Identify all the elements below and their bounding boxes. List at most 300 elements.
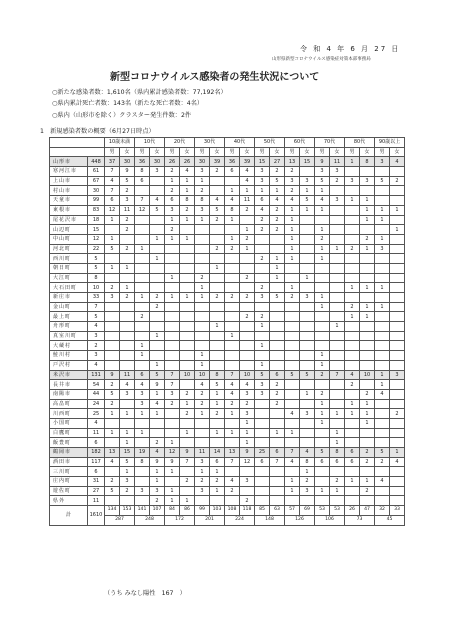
summary-new-cases: ○新たな感染者数：1,610名（県内累計感染者数：77,192名） [52, 89, 227, 96]
case-count-cell [135, 360, 150, 370]
age-total-cell: 248 [135, 515, 165, 525]
case-count-cell [255, 263, 270, 273]
grand-total: 1610 [88, 506, 105, 525]
case-count-cell [270, 302, 285, 312]
age-group-header: 60代 [285, 138, 315, 148]
case-count-cell: 36 [135, 157, 150, 167]
case-count-cell: 14 [210, 448, 225, 458]
case-count-cell: 4 [375, 477, 390, 487]
case-count-cell [180, 331, 195, 341]
municipality-total: 2 [88, 341, 105, 351]
case-count-cell [300, 351, 315, 361]
case-count-cell: 3 [300, 409, 315, 419]
case-count-cell [180, 360, 195, 370]
case-count-cell: 1 [225, 331, 240, 341]
case-count-cell [360, 351, 375, 361]
case-count-cell: 1 [315, 186, 330, 196]
municipality-total: 117 [88, 457, 105, 467]
case-count-cell [270, 341, 285, 351]
case-count-cell: 1 [180, 293, 195, 303]
case-count-cell: 1 [195, 176, 210, 186]
case-count-cell [300, 283, 315, 293]
case-count-cell: 6 [105, 196, 120, 206]
case-count-cell [105, 322, 120, 332]
case-count-cell [105, 418, 120, 428]
corner-cell [50, 138, 105, 148]
case-count-cell: 2 [270, 167, 285, 177]
case-count-cell: 3 [105, 293, 120, 303]
case-count-cell [150, 225, 165, 235]
case-count-cell: 9 [165, 457, 180, 467]
case-count-cell [225, 467, 240, 477]
case-count-cell: 1 [135, 428, 150, 438]
case-count-cell [150, 351, 165, 361]
case-count-cell: 1 [195, 409, 210, 419]
municipality-name: 朝日町 [50, 263, 88, 273]
case-count-cell: 2 [210, 293, 225, 303]
table-row [50, 360, 405, 370]
case-count-cell: 3 [135, 389, 150, 399]
case-count-cell [285, 496, 300, 506]
case-count-cell [225, 322, 240, 332]
case-count-cell [375, 360, 390, 370]
sex-total-cell: 118 [240, 506, 255, 516]
case-count-cell: 1 [105, 263, 120, 273]
municipality-name: 村山市 [50, 186, 88, 196]
case-count-cell: 2 [120, 215, 135, 225]
case-count-cell [345, 263, 360, 273]
case-count-cell: 4 [225, 196, 240, 206]
case-count-cell: 1 [165, 293, 180, 303]
case-count-cell [225, 312, 240, 322]
municipality-total: 5 [88, 254, 105, 264]
case-count-cell: 3 [120, 477, 135, 487]
case-count-cell: 1 [240, 225, 255, 235]
age-group-header: 80代 [345, 138, 375, 148]
case-count-cell: 2 [150, 302, 165, 312]
case-count-cell [225, 176, 240, 186]
table-row [50, 273, 405, 283]
case-count-cell [360, 273, 375, 283]
case-count-cell [225, 360, 240, 370]
case-count-cell: 1 [360, 399, 375, 409]
case-count-cell: 2 [270, 225, 285, 235]
case-count-cell [360, 254, 375, 264]
case-count-cell [165, 409, 180, 419]
case-count-cell [135, 273, 150, 283]
case-count-cell: 6 [255, 196, 270, 206]
case-count-cell: 1 [180, 176, 195, 186]
case-count-cell: 3 [165, 205, 180, 215]
case-count-cell: 4 [285, 196, 300, 206]
case-count-cell: 2 [165, 167, 180, 177]
case-count-cell: 1 [120, 428, 135, 438]
case-count-cell: 10 [195, 370, 210, 380]
case-count-cell [135, 186, 150, 196]
case-count-cell [375, 196, 390, 206]
municipality-name: 尾花沢市 [50, 215, 88, 225]
case-count-cell [330, 283, 345, 293]
case-count-cell [105, 302, 120, 312]
case-count-cell [285, 302, 300, 312]
case-count-cell [255, 467, 270, 477]
municipality-name: 三川町 [50, 467, 88, 477]
table-row [50, 322, 405, 332]
case-count-cell: 15 [120, 448, 135, 458]
case-count-cell: 39 [210, 157, 225, 167]
case-count-cell: 1 [315, 244, 330, 254]
case-count-cell: 2 [330, 477, 345, 487]
case-count-cell [345, 331, 360, 341]
case-count-cell [225, 418, 240, 428]
case-count-cell [300, 331, 315, 341]
case-count-cell: 4 [300, 448, 315, 458]
case-count-cell [330, 186, 345, 196]
case-count-cell: 1 [165, 467, 180, 477]
age-group-header: 10歳未満 [105, 138, 135, 148]
case-count-cell [390, 331, 405, 341]
case-count-cell [375, 186, 390, 196]
case-count-cell: 1 [120, 283, 135, 293]
case-count-cell: 2 [360, 389, 375, 399]
municipality-name: 河北町 [50, 244, 88, 254]
case-count-cell [285, 351, 300, 361]
case-count-cell [360, 331, 375, 341]
municipality-name: 山辺町 [50, 225, 88, 235]
case-count-cell: 7 [165, 370, 180, 380]
case-count-cell: 2 [150, 438, 165, 448]
case-count-cell [240, 486, 255, 496]
case-count-cell [390, 167, 405, 177]
case-count-cell: 8 [300, 457, 315, 467]
sex-total-cell: 63 [270, 506, 285, 516]
case-count-cell: 1 [375, 205, 390, 215]
municipality-name: 長井市 [50, 380, 88, 390]
case-count-cell: 1 [180, 186, 195, 196]
case-count-cell [210, 438, 225, 448]
case-count-cell [150, 215, 165, 225]
case-count-cell: 1 [285, 486, 300, 496]
age-group-header: 70代 [315, 138, 345, 148]
case-count-cell: 6 [225, 167, 240, 177]
case-count-cell [285, 418, 300, 428]
municipality-name: 小国町 [50, 418, 88, 428]
case-count-cell: 3 [150, 167, 165, 177]
sex-header-female: 女 [270, 147, 285, 157]
case-count-cell: 1 [225, 234, 240, 244]
case-count-cell: 1 [345, 399, 360, 409]
case-count-cell: 5 [105, 486, 120, 496]
case-count-cell: 1 [150, 360, 165, 370]
case-count-cell: 1 [375, 380, 390, 390]
case-count-cell [210, 496, 225, 506]
case-count-cell [225, 496, 240, 506]
case-count-cell [285, 331, 300, 341]
case-count-cell [285, 467, 300, 477]
case-count-cell [330, 273, 345, 283]
municipality-total: 3 [88, 351, 105, 361]
case-count-cell: 1 [180, 234, 195, 244]
case-count-cell [210, 312, 225, 322]
sex-header-female: 女 [180, 147, 195, 157]
case-count-cell: 2 [285, 167, 300, 177]
case-count-cell [330, 205, 345, 215]
case-count-cell [255, 331, 270, 341]
case-count-cell [315, 283, 330, 293]
case-count-cell: 1 [165, 496, 180, 506]
case-count-cell [240, 467, 255, 477]
sex-header-female: 女 [240, 147, 255, 157]
case-count-cell [150, 186, 165, 196]
municipality-name: 天童市 [50, 196, 88, 206]
age-total-cell: 126 [285, 515, 315, 525]
case-count-cell: 1 [285, 283, 300, 293]
case-count-cell: 2 [225, 244, 240, 254]
case-count-cell: 2 [240, 399, 255, 409]
case-count-cell: 5 [150, 205, 165, 215]
case-count-cell [285, 322, 300, 332]
case-count-cell: 2 [285, 186, 300, 196]
case-count-cell [330, 341, 345, 351]
case-count-cell [135, 331, 150, 341]
case-count-cell [255, 428, 270, 438]
case-count-cell: 8 [330, 448, 345, 458]
case-count-cell [210, 302, 225, 312]
case-count-cell [330, 293, 345, 303]
case-count-cell: 3 [195, 205, 210, 215]
case-count-cell [225, 283, 240, 293]
case-count-cell: 1 [165, 215, 180, 225]
case-count-cell [270, 486, 285, 496]
case-count-cell [135, 263, 150, 273]
case-count-cell [390, 312, 405, 322]
case-count-cell [135, 467, 150, 477]
case-count-cell [135, 302, 150, 312]
sex-header-male: 男 [345, 147, 360, 157]
case-count-cell: 11 [120, 205, 135, 215]
sex-total-cell: 86 [180, 506, 195, 516]
case-count-cell [270, 331, 285, 341]
case-count-cell: 1 [375, 234, 390, 244]
sex-header-female: 女 [120, 147, 135, 157]
case-count-cell [165, 351, 180, 361]
municipality-total: 99 [88, 196, 105, 206]
case-count-cell: 1 [330, 322, 345, 332]
table-row [50, 234, 405, 244]
case-count-cell: 2 [270, 205, 285, 215]
case-count-cell: 6 [315, 457, 330, 467]
case-count-cell [375, 331, 390, 341]
case-count-cell [195, 341, 210, 351]
municipality-name: 中山町 [50, 234, 88, 244]
case-count-cell: 3 [390, 370, 405, 380]
case-count-cell: 10 [180, 370, 195, 380]
case-count-cell [375, 467, 390, 477]
case-count-cell: 4 [240, 176, 255, 186]
case-count-cell [255, 438, 270, 448]
case-count-cell [330, 225, 345, 235]
case-count-cell: 3 [315, 167, 330, 177]
case-count-cell: 36 [225, 157, 240, 167]
municipality-name: 鮭川村 [50, 351, 88, 361]
table-row [50, 254, 405, 264]
municipality-name: 白鷹町 [50, 428, 88, 438]
case-count-cell [330, 360, 345, 370]
case-count-cell [390, 244, 405, 254]
case-count-cell: 1 [225, 409, 240, 419]
case-count-cell [345, 467, 360, 477]
case-count-cell: 8 [225, 205, 240, 215]
case-count-cell: 3 [375, 157, 390, 167]
case-count-cell: 1 [345, 157, 360, 167]
case-count-cell: 30 [195, 157, 210, 167]
case-count-cell [330, 263, 345, 273]
case-count-cell: 2 [165, 225, 180, 235]
header-row-sex [50, 147, 405, 157]
case-count-cell: 1 [135, 293, 150, 303]
case-count-cell: 1 [210, 467, 225, 477]
sex-total-cell: 85 [255, 506, 270, 516]
municipality-total: 83 [88, 205, 105, 215]
case-count-cell: 4 [240, 167, 255, 177]
case-count-cell [210, 351, 225, 361]
case-count-cell [240, 360, 255, 370]
case-count-cell: 3 [300, 486, 315, 496]
corner-cell [50, 147, 105, 157]
case-count-cell: 6 [330, 457, 345, 467]
sex-total-cell: 107 [150, 506, 165, 516]
sex-total-cell: 69 [300, 506, 315, 516]
case-count-cell: 7 [105, 186, 120, 196]
case-count-cell [345, 418, 360, 428]
case-count-cell: 1 [300, 467, 315, 477]
case-count-cell: 1 [270, 273, 285, 283]
case-count-cell: 13 [105, 448, 120, 458]
case-count-cell [345, 234, 360, 244]
case-count-cell: 2 [165, 186, 180, 196]
municipality-total: 22 [88, 244, 105, 254]
case-count-cell: 1 [315, 302, 330, 312]
case-count-cell: 1 [360, 283, 375, 293]
sex-total-cell: 134 [105, 506, 120, 516]
case-count-cell [195, 496, 210, 506]
municipality-total: 54 [88, 380, 105, 390]
case-count-cell [330, 215, 345, 225]
case-count-cell [360, 360, 375, 370]
case-count-cell [375, 496, 390, 506]
case-count-cell: 3 [345, 176, 360, 186]
case-count-cell [255, 244, 270, 254]
case-count-cell: 1 [390, 448, 405, 458]
municipality-name: 庄内町 [50, 477, 88, 487]
case-count-cell: 12 [105, 205, 120, 215]
case-count-cell [330, 254, 345, 264]
case-count-cell: 2 [120, 293, 135, 303]
age-total-cell: 172 [165, 515, 195, 525]
case-count-cell [360, 380, 375, 390]
case-count-cell [225, 302, 240, 312]
case-count-cell: 25 [255, 448, 270, 458]
sex-total-cell: 53 [330, 506, 345, 516]
case-count-cell: 2 [360, 234, 375, 244]
case-count-cell: 5 [120, 176, 135, 186]
case-count-cell [180, 302, 195, 312]
case-count-cell: 5 [210, 205, 225, 215]
municipality-name: 真室川町 [50, 331, 88, 341]
case-count-cell: 3 [375, 244, 390, 254]
table-row [50, 215, 405, 225]
age-group-header: 20代 [165, 138, 195, 148]
case-count-cell: 3 [255, 293, 270, 303]
municipality-total: 15 [88, 225, 105, 235]
sex-header-female: 女 [150, 147, 165, 157]
case-count-cell [330, 467, 345, 477]
case-count-cell [375, 341, 390, 351]
case-count-cell: 1 [180, 215, 195, 225]
case-count-cell [165, 360, 180, 370]
table-row [50, 331, 405, 341]
sex-total-cell: 57 [285, 506, 300, 516]
case-count-cell [150, 322, 165, 332]
case-count-cell [255, 496, 270, 506]
case-count-cell: 3 [165, 389, 180, 399]
municipality-total: 3 [88, 331, 105, 341]
case-count-cell [300, 360, 315, 370]
case-count-cell: 6 [210, 457, 225, 467]
case-count-cell: 1 [315, 293, 330, 303]
sex-total-cell: 53 [315, 506, 330, 516]
sex-header-male: 男 [195, 147, 210, 157]
case-count-cell [300, 312, 315, 322]
case-count-cell [240, 302, 255, 312]
case-count-cell: 1 [240, 428, 255, 438]
case-count-cell [315, 322, 330, 332]
case-count-cell [135, 215, 150, 225]
case-count-cell: 1 [135, 244, 150, 254]
case-count-cell: 13 [285, 157, 300, 167]
case-count-cell [300, 225, 315, 235]
case-count-cell: 3 [135, 486, 150, 496]
case-count-cell [315, 380, 330, 390]
case-count-cell [240, 341, 255, 351]
case-count-cell: 3 [255, 380, 270, 390]
case-count-cell [390, 263, 405, 273]
case-count-cell: 1 [360, 196, 375, 206]
sex-header-male: 男 [255, 147, 270, 157]
case-count-cell [270, 496, 285, 506]
case-count-cell: 1 [270, 254, 285, 264]
case-count-cell [195, 312, 210, 322]
case-count-cell: 3 [360, 176, 375, 186]
case-count-cell [225, 225, 240, 235]
case-count-cell: 4 [195, 380, 210, 390]
table-row [50, 399, 405, 409]
sex-header-male: 男 [225, 147, 240, 157]
case-count-cell [225, 273, 240, 283]
case-count-cell: 2 [315, 370, 330, 380]
case-count-cell [360, 341, 375, 351]
case-count-cell: 11 [120, 370, 135, 380]
case-count-cell [195, 254, 210, 264]
table-row [50, 409, 405, 419]
case-count-cell [375, 428, 390, 438]
case-count-cell: 12 [165, 448, 180, 458]
case-count-cell [390, 283, 405, 293]
case-count-cell: 1 [315, 205, 330, 215]
case-count-cell [390, 196, 405, 206]
case-count-cell: 15 [300, 157, 315, 167]
case-count-cell [240, 215, 255, 225]
